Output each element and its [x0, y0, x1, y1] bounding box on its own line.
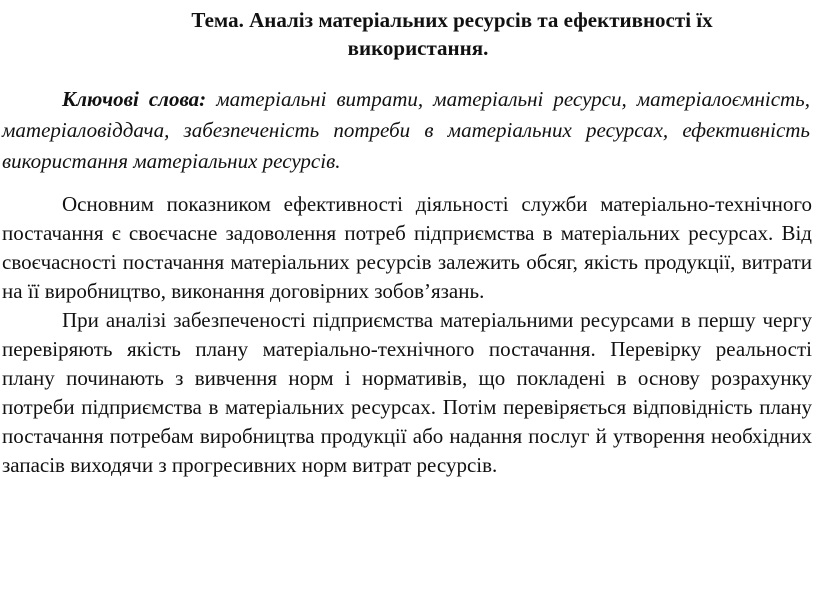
body-text: [2, 190, 812, 480]
title-line-2: використання.: [347, 36, 489, 60]
keywords-label: Ключові слова:: [62, 87, 207, 111]
paragraph-1: Основним показником ефективності діяльності служби матеріально-технічного постачання є своєчасне задоволення потреб підприємства в матеріальних ресурсах. Від своєчасності постачання матеріальних ресурсів залежить обсяг, якість продукції, витрати на її виробництво, виконання договірних зобов’язань.: [2, 192, 812, 303]
title-line-1: Тема. Аналіз матеріальних ресурсів та ефективності їх: [191, 8, 713, 32]
page-title: [40, 6, 776, 62]
keywords-paragraph: [2, 84, 810, 177]
paragraph-2: При аналізі забезпеченості підприємства матеріальними ресурсами в першу чергу перевіряють якість плану матеріально-технічного постачання. Перевірку реальності плану починають з вивчення норм і нормативів, що покладені в основу розрахунку потреби підприємства в матеріальних ресурсах. Потім перевіряється відповідність плану постачання потребам виробництва продукції або надання послуг й утворення необхідних запасів виходячи з прогресивних норм витрат ресурсів.: [2, 308, 812, 477]
keywords-text: матеріальні витрати, матеріальні ресурси, матеріалоємність, матеріаловіддача, забезпеченість потреби в матеріальних ресурсах, ефективність використання матеріальних ресурсів.: [2, 87, 810, 173]
